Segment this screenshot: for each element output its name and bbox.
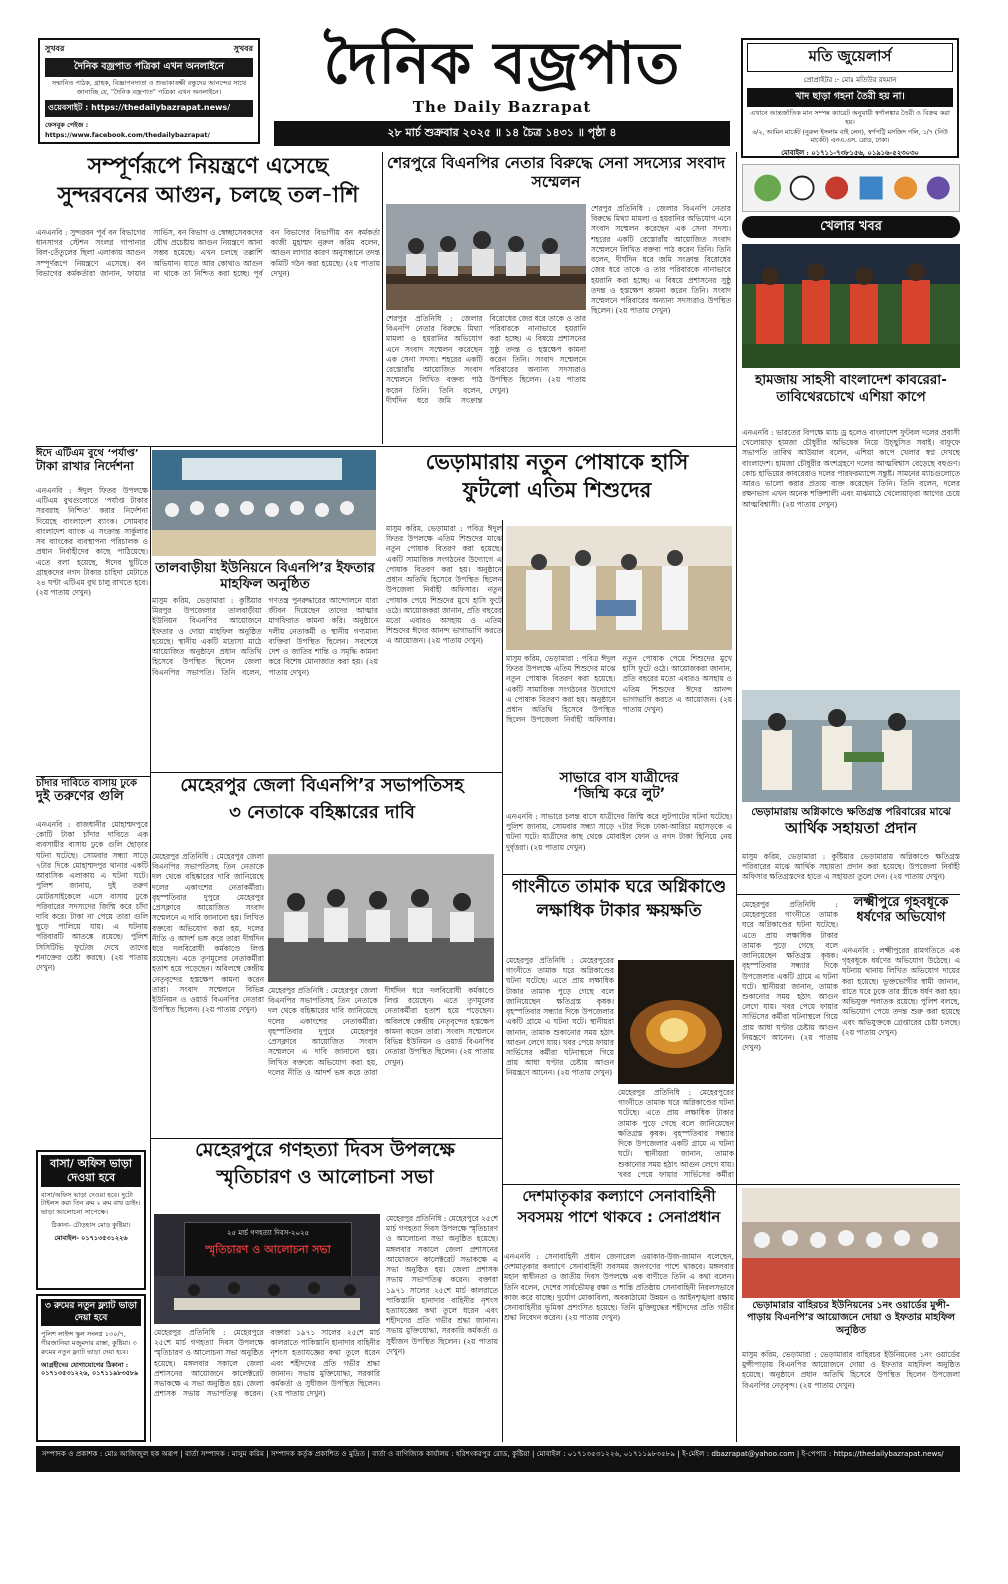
army-chief-headline-line2: সবসময় পাশে থাকবে : সেনাপ্রধান: [517, 1208, 721, 1227]
youths-headline-block: [36, 778, 148, 818]
talbaria-headline-block: [152, 560, 378, 594]
promo-facebook-link[interactable]: ফেসবুক পেইজ : https://www.facebook.com/thedailybazrapat/: [45, 120, 210, 139]
youths-headline-line1: চাঁদার দাবিতে বাসায় ঢুকে: [36, 778, 138, 789]
genocide-meeting-photo: [154, 1214, 380, 1324]
atm-headline-block: [36, 448, 148, 484]
sundarban-headline-line1: সম্পূর্ণরূপে নিয়ন্ত্রণে এসেছে: [87, 154, 329, 179]
sherpur-headline-block: [384, 154, 728, 198]
fire-relief-headline-line2: আর্থিক সহায়তা প্রদান: [785, 819, 917, 838]
orphans-headline-line1: ভেড়ামারায় নতুন পোষাকে হাসি: [425, 450, 689, 474]
meherpur-bnp-headline-line1: মেহেরপুর জেলা বিএনপি’র সভাপতিসহ: [180, 775, 464, 796]
column-rule: [502, 520, 503, 1442]
gangni-article-text-continued: মেহেরপুর প্রতিনিধি : মেহেরপুরের গাংনীতে তামাক ঘরে অগ্নিকাণ্ডের ঘটনা ঘটেছে। এতে প্রায় লক্ষাধিক টাকার তামাক পুড়ে গেছে বলে জানিয়েছেন ক্ষতিগ্রস্ত কৃষক। বৃহস্পতিবার সন্ধ্যার দিকে উপজেলার একটি গ্রামে এ ঘটনা ঘটে। স্থানীয়রা জানান, তামাক শুকানোর সময় হঠাৎ আগুন লেগে যায়। খবর পেয়ে ফায়ার সার্ভিসের কর্মীরা ঘটনাস্থলে গিয়ে প্রায় আধা ঘণ্টার চেষ্টায় আগুন নিয়ন্ত্রণে আনেন। (২য় পাতায় দেখুন): [742, 900, 838, 1053]
bahirchar-headline: ভেড়ামারার বাহিরচর ইউনিয়নের ১নং ওয়ার্ডের মুন্সী-পাড়ায় বিএনপি’র আয়োজনে দোয়া ও ইফতার মাহফিল অনুষ্ঠিত: [746, 1300, 956, 1336]
orphans-headline-block: [384, 450, 730, 522]
gangni-headline-line2: লক্ষাধিক টাকার ক্ষয়ক্ষতি: [536, 900, 702, 921]
gangni-article-text-right: মেহেরপুর প্রতিনিধি : মেহেরপুরের গাংনীতে তামাক ঘরে অগ্নিকাণ্ডের ঘটনা ঘটেছে। এতে প্রায় লক্ষাধিক টাকার তামাক পুড়ে গেছে বলে জানিয়েছেন ক্ষতিগ্রস্ত কৃষক। বৃহস্পতিবার সন্ধ্যার দিকে উপজেলার একটি গ্রামে এ ঘটনা ঘটে। স্থানীয়রা জানান, তামাক শুকানোর সময় হঠাৎ আগুন লেগে যায়। খবর পেয়ে ফায়ার সার্ভিসের কর্মীরা: [618, 1088, 734, 1179]
jewellery-text: এখানে আন্তর্জাতিক মান সম্পন্ন ক্যারেট অনুযায়ী স্বর্ণালঙ্কার তৈরী ও বিক্রয় করা হয়।: [750, 109, 950, 126]
youths-headline-line2: দুই তরুণের গুলি: [36, 788, 124, 804]
sports-article-text: এনএনবি : ভারতের বিপক্ষে ম্যাচ ড্র হলেও বাংলাদেশ ফুটবল দলের প্রবাসী খেলোয়াড় হামজা চৌধুরীর অভিষেক নিয়ে উচ্ছ্বসিত সবাই। বাফুফে সভাপতি তাবিথ আউয়াল বলেন, এশিয়া কাপে খেলার স্বপ্ন দেখছে বাংলাদেশ। হামজা চৌধুরীর অংশগ্রহণে দলের আত্মবিশ্বাস বেড়েছে বহুগুণ। কোচ হাভিয়ের কাবরেরাও দলের পারফরম্যান্সে সন্তুষ্ট। সামনের ম্যাচগুলোতে আরও ভালো করার প্রত্যয় ব্যক্ত করেছেন তিনি। তিনি বলেন, দলের রক্ষণভাগ এখন অনেক শক্তিশালী এবং মাঝমাঠে খেলোয়াড়রা আগের চেয়ে আত্মবিশ্বাসী। (২য় পাতায় দেখুন): [742, 428, 960, 509]
photo-fire: [618, 960, 734, 1084]
classified-flat-rent: [36, 1294, 146, 1442]
column-rule: [736, 152, 737, 1442]
talbaria-headline: তালবাড়ীয়া ইউনিয়নে বিএনপি’র ইফতার মাহফিল অনুষ্ঠিত: [155, 560, 375, 593]
genocide-article-text-left: মেহেরপুর প্রতিনিধি : মেহেরপুরে ২৫শে মার্চ গণহত্যা দিবস উপলক্ষে স্মৃতিচারণ ও আলোচনা সভা অনুষ্ঠিত হয়েছে। মঙ্গলবার সকালে জেলা প্রশাসনের আয়োজনে কালেক্টরেট সভাকক্ষে এ সভা অনুষ্ঠিত হয়। জেলা প্রশাসক সভায় সভাপতিত্ব করেন। বক্তারা ১৯৭১ সালের ২৫শে মার্চ কালরাতে পাকিস্তানি হানাদার বাহিনীর নৃশংস হত্যাযজ্ঞের কথা তুলে ধরেন এবং শহীদদের প্রতি গভীর শ্রদ্ধা জানান। সভায় মুক্তিযোদ্ধা, সরকারি কর্মকর্তা ও সুধীজন উপস্থিত ছিলেন। (২য় পাতায় দেখুন): [154, 1328, 380, 1399]
savar-headline-block: [506, 770, 732, 810]
sundarban-headline-line2: সুন্দরবনের আগুন, চলছে তল-াশি: [57, 183, 359, 209]
jewellery-address: ৬/২, আমিন মার্কেট (নুরুল ইসলাম বাই লেন), স্বর্ণপট্টি মসজিদ গলি, ১/৭ (নিউ মার্কেট) এনএ.এস. রোড, ঢাকা।: [752, 128, 948, 145]
classified-1-phone: মোবাইল- ০১৭১৩৫৩১২২৬: [54, 1233, 128, 1242]
sundarban-headline-block: [36, 154, 380, 228]
orphans-clothes-photo: [506, 526, 732, 650]
promo-tag-right: সুখবর: [233, 44, 253, 53]
jewellery-tagline: খাদ ছাড়া গহনা তৈরী হয় না।: [747, 88, 953, 107]
row-rule: [150, 772, 502, 773]
photo-press-conference: [386, 204, 586, 310]
imprint-footer: সম্পাদক ও প্রকাশক : মোঃ আজিজুল হক অরূপ | বার্তা সম্পাদক : মাসুম করিম | সম্পাদক কর্তৃক প্রকাশিত ও মুদ্রিত | বার্তা ও বাণিজ্যিক কার্যালয় : হরিশংকরপুর রোড, কুষ্টিয়া | মোবাইল : ০১৭১৩৫৩১২২৬, ০১৭১১৯৮৩৫৮৯ | ই-মেইল : dbazrapat@yahoo.com | ই-পেপার : https://thedailybazrapat.news/: [36, 1446, 960, 1472]
bahirchar-article-text: মাসুম করিম, ভেড়ামারা : ভেড়ামারার বাহিরচর ইউনিয়নের ১নং ওয়ার্ডের মুন্সীপাড়ায় বিএনপির আয়োজনে দোয়া ও ইফতার মাহফিল অনুষ্ঠিত হয়েছে। অনুষ্ঠানে প্রধান অতিথি হিসেবে উপস্থিত ছিলেন উপজেলা বিএনপির নেতৃবৃন্দ। (২য় পাতায় দেখুন): [742, 1350, 960, 1390]
sports-headline-block: [742, 372, 960, 424]
sherpur-press-photo: [386, 204, 586, 310]
savar-article-text: এনএনবি : সাভারে চলন্ত বাসে যাত্রীদের জিম্মি করে লুটপাটের ঘটনা ঘটেছে। পুলিশ জানায়, সোমবার সন্ধ্যা সাড়ে ৭টার দিকে ঢাকা-আরিচা মহাসড়কে এ ঘটনা ঘটে। যাত্রীদের কাছ থেকে মোবাইল ফোন ও নগদ টাকা ছিনিয়ে নেয় দুর্বৃত্তরা। (২য় পাতায় দেখুন): [506, 812, 732, 852]
bahirchar-headline-block: [742, 1300, 960, 1348]
genocide-banner: [184, 1222, 352, 1278]
sports-football-photo: [742, 244, 960, 368]
genocide-banner-line1: ২৫ মার্চ গণহত্যা দিবস-২০২৫: [226, 1229, 310, 1237]
army-chief-article-text: এনএনবি : সেনাবাহিনী প্রধান জেনারেল ওয়াকার-উজ-জামান বলেছেন, দেশমাতৃকার কল্যাণে সেনাবাহিনী সবসময় জনগণের পাশে থাকবে। মঙ্গলবার মহান স্বাধীনতা ও জাতীয় দিবস উপলক্ষে এক বাণীতে তিনি এ কথা বলেন। তিনি বলেন, দেশের সার্বভৌমত্ব রক্ষা ও শান্তি প্রতিষ্ঠায় সেনাবাহিনী নিরলসভাবে কাজ করে যাচ্ছে। দুর্যোগ মোকাবিলা, অবকাঠামো উন্নয়ন ও আইনশৃঙ্খলা রক্ষায় সেনাবাহিনীর ভূমিকা প্রশংসিত হয়েছে। তিনি মুক্তিযুদ্ধের শহীদদের প্রতি গভীর শ্রদ্ধা নিবেদন করেন। (২য় পাতায় দেখুন): [504, 1252, 734, 1323]
army-chief-headline-block: [504, 1188, 734, 1250]
fire-relief-headline-block: [742, 806, 960, 850]
orphans-article-text-left: মাসুম করিম, ভেড়ামারা : পবিত্র ঈদুল ফিতর উপলক্ষে এতিম শিশুদের মাঝে নতুন পোষাক বিতরণ করা হয়েছে। একটি সামাজিক সংগঠনের উদ্যোগে এ পোষাক বিতরণ করা হয়। অনুষ্ঠানে প্রধান অতিথি হিসেবে উপস্থিত ছিলেন উপজেলা নির্বাহী অফিসার। নতুন পোষাক পেয়ে শিশুদের মুখে হাসি ফুটে ওঠে। আয়োজকরা জানান, প্রতি বছরের মতো এবারও অসহায় ও এতিম শিশুদের ঈদের আনন্দ ভাগাভাগি করতে এ আয়োজন। (২য় পাতায় দেখুন): [386, 524, 502, 646]
row-rule: [150, 1138, 502, 1139]
classified-1-address: ঠিকানা- চৌড়হাস মোড় কুষ্টিয়া।: [51, 1220, 131, 1229]
photo-meeting-table: [154, 1276, 380, 1324]
photo-relief-distribution: [742, 690, 960, 802]
genocide-headline-line2: স্মৃতিচারণ ও আলোচনা সভা: [216, 1165, 434, 1188]
laxmipur-headline-block: [842, 896, 960, 944]
atm-article-text: এনএনবি : ঈদুল ফিতর উপলক্ষে এটিএম বুথগুলোতে ‘পর্যাপ্ত টাকার সরবরাহ নিশ্চিত’ করার নির্দেশনা দিয়েছে বাংলাদেশ ব্যাংক। সোমবার বাংলাদেশ ব্যাংক এ সংক্রান্ত সার্কুলার সব ব্যাংকের ব্যবস্থাপনা পরিচালক ও প্রধান নির্বাহীদের কাছে পাঠিয়েছে। এতে বলা হয়েছে, ঈদের ছুটিতে গ্রাহকদের নগদ টাকার চাহিদা মেটাতে ২৪ ঘণ্টা এটিএম বুথ চালু রাখতে হবে। (২য় পাতায় দেখুন): [36, 486, 148, 598]
classified-2-phone: আগ্রহীদের যোগাযোগের ঠিকানা : ০১৭১৩৫৩১২২৬, ০১৭১১৯৮৩৫৮৯: [41, 1360, 139, 1378]
jewellery-phone: মোবাইল : ০১৭১১-৭৩৮১৫৬, ০১৯১৬-৫২৩০৩০: [781, 148, 919, 157]
sherpur-headline: শেরপুরে বিএনপির নেতার বিরুদ্ধে সেনা সদস্যের সংবাদ সম্মেলন: [386, 154, 726, 192]
online-promo-box: [38, 38, 260, 144]
youths-article-text: এনএনবি : রাজধানীর মোহাম্মদপুরে কোটি টাকা চাঁদার দাবিতে এক ব্যবসায়ীর বাসায় ঢুকে গুলি ছোড়ার ঘটনা ঘটেছে। সোমবার সন্ধ্যা সাড়ে ৭টার দিকে মোহাম্মদপুর থানার একটি আবাসিক এলাকায় এ ঘটনা ঘটে। পুলিশ জানায়, দুই তরুণ মোটরসাইকেলে এসে বাসায় ঢুকে পরিবারের সদস্যদের জিম্মি করে চাঁদা দাবি করে। টাকা না পেয়ে তারা গুলি ছুড়ে পালিয়ে যায়। এ ঘটনায় পরিবারটি আতঙ্কে রয়েছে। পুলিশ সিসিটিভি ফুটেজ দেখে তাদের শনাক্তের চেষ্টা করছে। (২য় পাতায় দেখুন): [36, 820, 148, 973]
column-rule: [150, 446, 151, 1442]
promo-text: সম্মানিত পাঠক, গ্রাহক, বিজ্ঞাপনদাতা ও শুভাকাঙ্ক্ষী বন্ধুদের আনন্দের সাথে জানাচ্ছি যে, "দৈনিক বজ্রপাত" পত্রিকা এখন অনলাইনে।: [51, 79, 247, 96]
classified-house-rent: [36, 1150, 146, 1290]
laxmipur-headline-line2: ধর্ষণের অভিযোগ: [856, 909, 946, 925]
fire-relief-headline-line1: ভেড়ামারায় অগ্নিকাণ্ডে ক্ষতিগ্রস্ত পরিবারের মাঝে: [751, 806, 951, 818]
photo-football-match: [742, 244, 960, 368]
gangni-headline-block: [506, 878, 732, 948]
sports-headline: হামজায় সাহসী বাংলাদেশ কাবরেরা-তাবিথেরচোখে এশিয়া কাপে: [755, 372, 947, 405]
bahirchar-iftar-photo: [742, 1188, 960, 1298]
jewellery-name: মতি জুয়েলার্স: [747, 43, 953, 72]
row-rule: [502, 1184, 960, 1185]
classified-1-title: বাসা/ অফিস ভাড়া দেওয়া হবে: [41, 1155, 141, 1187]
dateline: ২৮ মার্চ শুক্রবার ২০২৫ ॥ ১৪ চৈত্র ১৪৩১ ॥ পৃষ্ঠা ৪: [274, 121, 730, 146]
photo-iftar-mahfil: [742, 1188, 960, 1298]
masthead: [266, 29, 738, 146]
army-chief-headline-line1: দেশমাতৃকার কল্যাণে সেনাবাহিনী: [522, 1187, 716, 1205]
talbaria-article-text: মাসুম করিম, ভেড়ামারা : কুষ্টিয়ার মিরপুর উপজেলার তালবাড়ীয়া ইউনিয়ন বিএনপির আয়োজনে ইফতার ও দোয়া মাহফিল অনুষ্ঠিত হয়েছে। স্থানীয় একটি মাদ্রাসা মাঠে আয়োজিত অনুষ্ঠানে প্রধান অতিথি হিসেবে উপস্থিত ছিলেন জেলা বিএনপির সভাপতি। তিনি বলেন, গণতন্ত্র পুনরুদ্ধারের আন্দোলনে যারা জীবন দিয়েছেন তাদের আত্মার মাগফিরাত কামনা করি। অনুষ্ঠানে দলীয় নেতাকর্মী ও স্থানীয় গণ্যমান্য ব্যক্তিরা উপস্থিত ছিলেন। সবশেষে দেশ ও জাতির শান্তি ও সমৃদ্ধি কামনা করে বিশেষ মোনাজাত করা হয়। (২য় পাতায় দেখুন): [152, 596, 378, 677]
meherpur-bnp-photo: [268, 854, 494, 982]
orphans-article-text-right: মাসুম করিম, ভেড়ামারা : পবিত্র ঈদুল ফিতর উপলক্ষে এতিম শিশুদের মাঝে নতুন পোষাক বিতরণ করা হয়েছে। একটি সামাজিক সংগঠনের উদ্যোগে এ পোষাক বিতরণ করা হয়। অনুষ্ঠানে প্রধান অতিথি হিসেবে উপস্থিত ছিলেন উপজেলা নির্বাহী অফিসার। নতুন পোষাক পেয়ে শিশুদের মুখে হাসি ফুটে ওঠে। আয়োজকরা জানান, প্রতি বছরের মতো এবারও অসহায় ও এতিম শিশুদের ঈদের আনন্দ ভাগাভাগি করতে এ আয়োজন। (২য় পাতায় দেখুন): [506, 654, 732, 725]
talbaria-iftar-photo: [152, 450, 376, 556]
sports-icons-strip: [742, 164, 960, 212]
gangni-article-text-left: মেহেরপুর প্রতিনিধি : মেহেরপুরের গাংনীতে তামাক ঘরে অগ্নিকাণ্ডের ঘটনা ঘটেছে। এতে প্রায় লক্ষাধিক টাকার তামাক পুড়ে গেছে বলে জানিয়েছেন ক্ষতিগ্রস্ত কৃষক। বৃহস্পতিবার সন্ধ্যার দিকে উপজেলার একটি গ্রামে এ ঘটনা ঘটে। স্থানীয়রা জানান, তামাক শুকানোর সময় হঠাৎ আগুন লেগে যায়। খবর পেয়ে ফায়ার সার্ভিসের কর্মীরা ঘটনাস্থলে গিয়ে প্রায় আধা ঘণ্টার চেষ্টায় আগুন নিয়ন্ত্রণে আনেন। (২য় পাতায় দেখুন): [506, 956, 614, 1078]
promo-website-link[interactable]: ওয়েবসাইট : https://thedailybazrapat.news/: [45, 100, 253, 117]
row-rule: [36, 776, 150, 777]
row-rule: [736, 894, 960, 895]
photo-iftar-gathering: [152, 450, 376, 556]
sports-icons: [743, 165, 959, 211]
fire-relief-article-text: মাসুম করিম, ভেড়ামারা : কুষ্টিয়ার ভেড়ামারায় অগ্নিকাণ্ডে ক্ষতিগ্রস্ত পরিবারের মাঝে আর্থিক সহায়তা প্রদান করা হয়েছে। উপজেলা নির্বাহী অফিসার ক্ষতিগ্রস্তদের হাতে এ সহায়তা তুলে দেন। (২য় পাতায় দেখুন): [742, 852, 960, 882]
sherpur-article-text-right: শেরপুর প্রতিনিধি : জেলার বিএনপি নেতার বিরুদ্ধে মিথ্যা মামলা ও হয়রানির অভিযোগ এনে সংবাদ সম্মেলন করেছেন এক সেনা সদস্য। শহরের একটি রেস্তোরাঁয় আয়োজিত সংবাদ সম্মেলনে লিখিত বক্তব্য পাঠ করেন তিনি। তিনি বলেন, দীর্ঘদিন ধরে জমি সংক্রান্ত বিরোধের জের ধরে তাকে ও তার পরিবারকে নানাভাবে হয়রানি করা হচ্ছে। এ বিষয়ে প্রশাসনের সুষ্ঠু তদন্ত ও হস্তক্ষেপ কামনা করেন তিনি। সংবাদ সম্মেলনে পরিবারের অন্যান্য সদস্যরাও উপস্থিত ছিলেন। (২য় পাতায় দেখুন): [591, 204, 731, 316]
photo-clothes-distribution: [506, 526, 732, 650]
meherpur-bnp-headline-block: [152, 776, 492, 848]
sherpur-article-text-left: শেরপুর প্রতিনিধি : জেলার বিএনপি নেতার বিরুদ্ধে মিথ্যা মামলা ও হয়রানির অভিযোগ এনে সংবাদ সম্মেলন করেছেন এক সেনা সদস্য। শহরের একটি রেস্তোরাঁয় আয়োজিত সংবাদ সম্মেলনে লিখিত বক্তব্য পাঠ করেন তিনি। তিনি বলেন, দীর্ঘদিন ধরে জমি সংক্রান্ত বিরোধের জের ধরে তাকে ও তার পরিবারকে নানাভাবে হয়রানি করা হচ্ছে। এ বিষয়ে প্রশাসনের সুষ্ঠু তদন্ত ও হস্তক্ষেপ কামনা করেন তিনি। সংবাদ সম্মেলনে পরিবারের অন্যান্য সদস্যরাও উপস্থিত ছিলেন। (২য় পাতায় দেখুন): [386, 314, 586, 405]
sports-section-label: খেলার খবর: [742, 216, 960, 238]
atm-headline-line2: টাকা রাখার নির্দেশনা: [36, 458, 134, 473]
meherpur-bnp-headline-line2: ৩ নেতাকে বহিষ্কারের দাবি: [229, 801, 415, 823]
genocide-banner-line2: স্মৃতিচারণ ও আলোচনা সভা: [205, 1243, 331, 1256]
promo-tag-left: সুখবর: [45, 44, 65, 53]
sundarban-article-text: এনএনবি : সুন্দরবন পূর্ব বন বিভাগের ধানসাগর স্টেশন সংলগ্ন গাপানার বিল-তেঁতুলের ছিলা এলাকায় আগুন সম্পূর্ণরূপে নিয়ন্ত্রণে এসেছে। বন বিভাগের কর্মকর্তারা জানান, ফায়ার সার্ভিস, বন বিভাগ ও স্বেচ্ছাসেবকদের যৌথ প্রচেষ্টায় আগুন নিয়ন্ত্রণে আনা সম্ভব হয়েছে। এখন চলছে তল্লাশি অভিযান। যাতে আর কোথাও আগুন না থাকে তা নিশ্চিত করা হচ্ছে। পূর্ব বন বিভাগের বিভাগীয় বন কর্মকর্তা কাজী মুহাম্মদ নুরুল করিম বলেন, আগুন লাগার কারণ অনুসন্ধানে তদন্ত কমিটি গঠন করা হয়েছে। (২য় পাতায় দেখুন): [36, 228, 380, 278]
masthead-title: দৈনিক বজ্রপাত: [323, 29, 681, 97]
gangni-fire-photo: [618, 960, 734, 1084]
genocide-headline-line1: মেহেরপুরে গণহত্যা দিবস উপলক্ষে: [195, 1139, 455, 1161]
classified-2-text: পুলিশ লাইন্স স্কুল সংলগ্ন ১৩০/৭, গীরজানিয়া মজুমদার রাস্তা, কুষ্টিয়া। ৩ রুমের নতুন ফ্ল্যাট ভাড়া দেয়া হবে।: [41, 1330, 137, 1356]
row-rule: [36, 446, 736, 447]
genocide-headline-block: [152, 1140, 498, 1212]
promo-headline: দৈনিক বজ্রপাত পত্রিকা এখন অনলাইনে: [45, 58, 253, 77]
classified-1-text: বাসা/অফিস ভাড়া দেওয়া হবে। দুটো টাইলস করা তিন রুম ২ রুম বাথ ডাইং। ভাড়া আলোচনা সাপেক্ষে।: [41, 1190, 141, 1217]
savar-headline-line2: ‘জিম্মি করে লুট’: [572, 786, 666, 803]
atm-headline-line1: ঈদে এটিএম বুথে ‘পর্যাপ্ত’: [36, 448, 139, 459]
jewellery-proprietor: প্রোপ্রাইটর :- মোঃ মতিউর রহমান: [803, 76, 897, 84]
photo-bnp-press-conference: [268, 854, 494, 982]
laxmipur-article-text: এনএনবি : লক্ষ্মীপুরের রামগতিতে এক গৃহবধূকে ধর্ষণের অভিযোগ উঠেছে। এ ঘটনায় থানায় লিখিত অভিযোগ দায়ের করা হয়েছে। ভুক্তভোগীর স্বামী জানান, রাতে ঘরে ঢুকে তার স্ত্রীকে ধর্ষণ করা হয়। অভিযুক্ত পলাতক রয়েছে। পুলিশ বলছে, অভিযোগ পেয়ে তদন্ত শুরু করা হয়েছে এবং অভিযুক্তকে গ্রেপ্তারের চেষ্টা চলছে। (২য় পাতায় দেখুন): [842, 946, 960, 1037]
gangni-headline-line1: গাংনীতে তামাক ঘরে অগ্নিকাণ্ডে: [511, 877, 727, 897]
orphans-headline-line2: ফুটলো এতিম শিশুদের: [462, 478, 652, 503]
meherpur-bnp-text-left: মেহেরপুর প্রতিনিধি : মেহেরপুর জেলা বিএনপির সভাপতিসহ তিন নেতাকে দল থেকে বহিষ্কারের দাবি জানিয়েছে দলের একাংশের নেতাকর্মীরা। বৃহস্পতিবার দুপুরে মেহেরপুর প্রেসক্লাবে আয়োজিত সংবাদ সম্মেলনে এ দাবি জানানো হয়। লিখিত বক্তব্যে অভিযোগ করা হয়, দলের নীতি ও আদর্শ ভঙ্গ করে তারা দীর্ঘদিন ধরে দলবিরোধী কর্মকাণ্ডে লিপ্ত রয়েছেন। এতে তৃণমূলের নেতাকর্মীরা হতাশ হয়ে পড়েছেন। অবিলম্বে কেন্দ্রীয় নেতৃবৃন্দের হস্তক্ষেপ কামনা করেন তারা। সংবাদ সম্মেলনে বিভিন্ন ইউনিয়ন ও ওয়ার্ড বিএনপির নেতারা উপস্থিত ছিলেন। (২য় পাতায় দেখুন): [152, 852, 264, 1015]
row-rule: [502, 874, 736, 875]
jewellery-ad: [741, 38, 959, 158]
fire-relief-photo: [742, 690, 960, 802]
laxmipur-headline-line1: লক্ষ্মীপুরে গৃহবধূকে: [853, 895, 949, 910]
classified-2-title: ৩ রুমের নতুন ফ্ল্যাট ভাড়া দেয়া হবে: [41, 1299, 141, 1326]
savar-headline-line1: সাভারে বাস যাত্রীদের: [559, 770, 679, 786]
masthead-english-title: The Daily Bazrapat: [412, 98, 592, 116]
meherpur-bnp-text-right: মেহেরপুর প্রতিনিধি : মেহেরপুর জেলা বিএনপির সভাপতিসহ তিন নেতাকে দল থেকে বহিষ্কারের দাবি জানিয়েছে দলের একাংশের নেতাকর্মীরা। বৃহস্পতিবার দুপুরে মেহেরপুর প্রেসক্লাবে আয়োজিত সংবাদ সম্মেলনে এ দাবি জানানো হয়। লিখিত বক্তব্যে অভিযোগ করা হয়, দলের নীতি ও আদর্শ ভঙ্গ করে তারা দীর্ঘদিন ধরে দলবিরোধী কর্মকাণ্ডে লিপ্ত রয়েছেন। এতে তৃণমূলের নেতাকর্মীরা হতাশ হয়ে পড়েছেন। অবিলম্বে কেন্দ্রীয় নেতৃবৃন্দের হস্তক্ষেপ কামনা করেন তারা। সংবাদ সম্মেলনে বিভিন্ন ইউনিয়ন ও ওয়ার্ড বিএনপির নেতারা উপস্থিত ছিলেন। (২য় পাতায় দেখুন): [268, 986, 494, 1077]
column-rule: [382, 152, 383, 444]
genocide-article-text-right: মেহেরপুর প্রতিনিধি : মেহেরপুরে ২৫শে মার্চ গণহত্যা দিবস উপলক্ষে স্মৃতিচারণ ও আলোচনা সভা অনুষ্ঠিত হয়েছে। মঙ্গলবার সকালে জেলা প্রশাসনের আয়োজনে কালেক্টরেট সভাকক্ষে এ সভা অনুষ্ঠিত হয়। জেলা প্রশাসক সভায় সভাপতিত্ব করেন। বক্তারা ১৯৭১ সালের ২৫শে মার্চ কালরাতে পাকিস্তানি হানাদার বাহিনীর নৃশংস হত্যাযজ্ঞের কথা তুলে ধরেন এবং শহীদদের প্রতি গভীর শ্রদ্ধা জানান। সভায় মুক্তিযোদ্ধা, সরকারি কর্মকর্তা ও সুধীজন উপস্থিত ছিলেন। (২য় পাতায় দেখুন): [386, 1214, 498, 1356]
